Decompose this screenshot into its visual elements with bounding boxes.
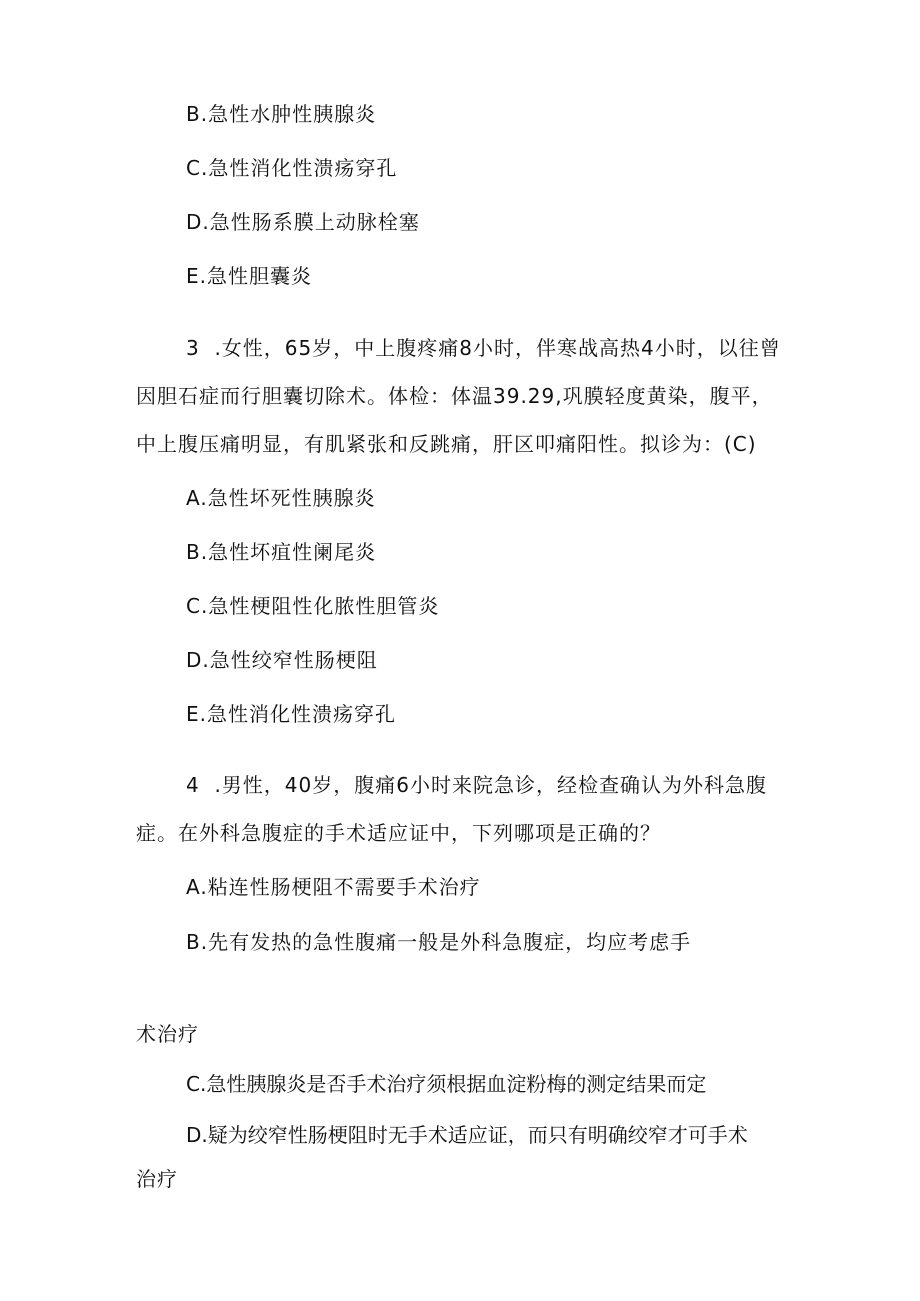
q4-option-d: D.疑为绞窄性肠梗阻时无手术适应证，而只有明确绞窄才可手术 [186, 1123, 748, 1147]
q3-stem-line-1: 3 .女性，65岁，中上腹疼痛8小时，伴寒战高热4小时，以往曾 [186, 336, 781, 360]
q2-option-c: C.急性消化性溃疡穿孔 [186, 156, 398, 180]
q3-option-e: E.急性消化性溃疡穿孔 [186, 702, 396, 726]
q3-option-c: C.急性梗阻性化脓性胆管炎 [186, 594, 440, 618]
q2-option-e: E.急性胆囊炎 [186, 264, 312, 288]
q4-option-b: B.先有发热的急性腹痛一般是外科急腹症，均应考虑手 [186, 930, 692, 954]
q3-option-a: A.急性坏死性胰腺炎 [186, 486, 376, 510]
q3-option-b: B.急性坏疽性阑尾炎 [186, 540, 377, 564]
q4-stem-line-1: 4 .男性，40岁，腹痛6小时来院急诊，经检查确认为外科急腹 [186, 773, 767, 797]
q4-option-d-continuation: 治疗 [136, 1167, 178, 1191]
q3-stem-line-2: 因胆石症而行胆囊切除术。体检：体温39.29,巩膜轻度黄染，腹平， [136, 384, 773, 408]
q2-option-b: B.急性水肿性胰腺炎 [186, 102, 377, 126]
q4-stem-line-2: 症。在外科急腹症的手术适应证中，下列哪项是正确的？ [136, 821, 661, 845]
q2-option-d: D.急性肠系膜上动脉栓塞 [186, 210, 420, 234]
q4-option-a: A.粘连性肠梗阻不需要手术治疗 [186, 875, 481, 899]
q4-option-b-continuation: 术治疗 [136, 1022, 199, 1046]
q3-stem-line-3: 中上腹压痛明显，有肌紧张和反跳痛，肝区叩痛阳性。拟诊为：(C) [136, 432, 757, 456]
q4-option-c: C.急性胰腺炎是否手术治疗须根据血淀粉梅的测定结果而定 [186, 1072, 707, 1096]
q3-option-d: D.急性绞窄性肠梗阻 [186, 648, 378, 672]
